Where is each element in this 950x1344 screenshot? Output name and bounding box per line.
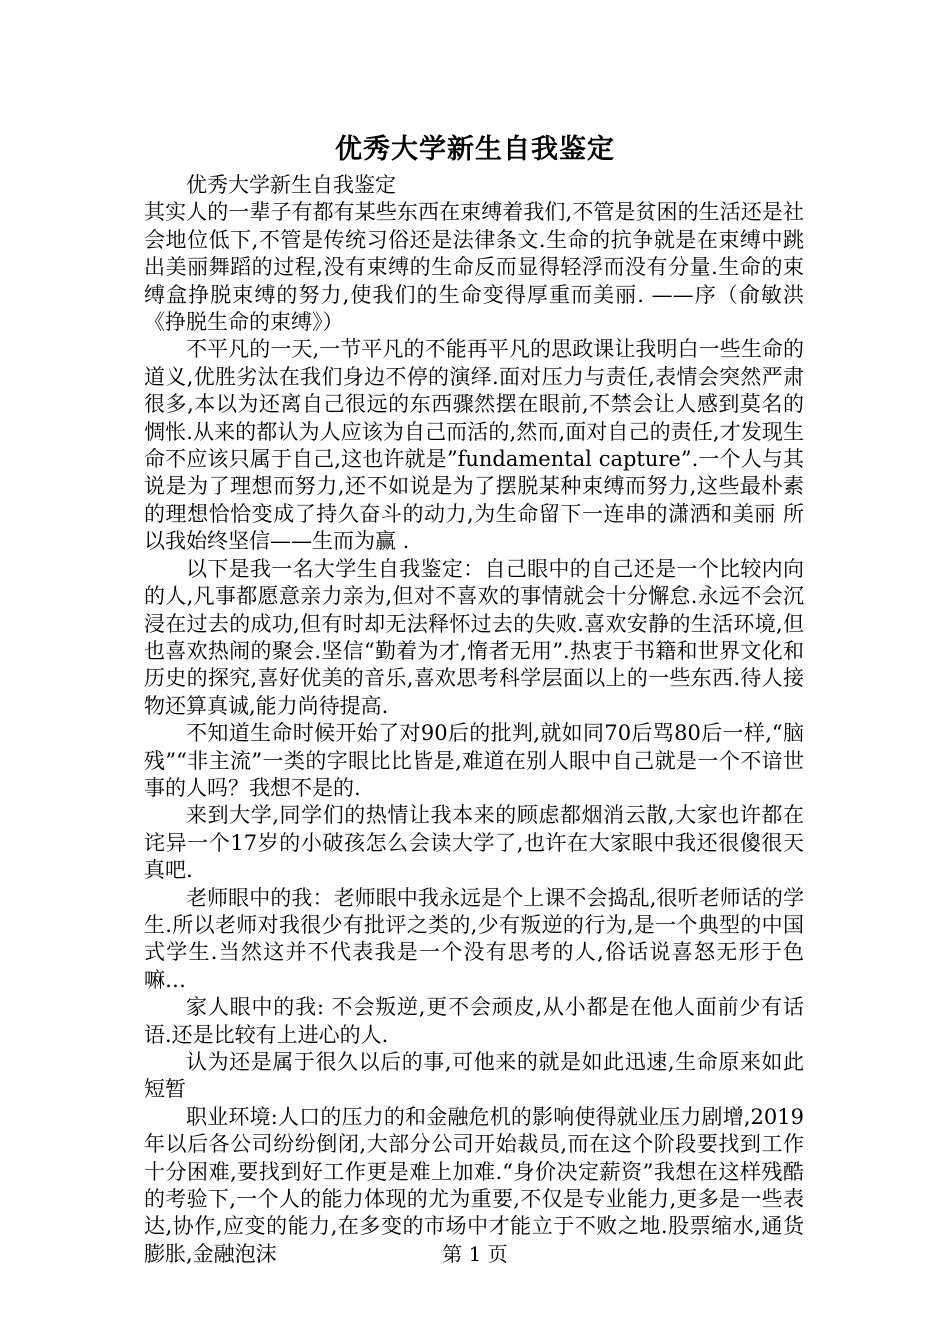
page-number: 第 1 页 xyxy=(442,1242,508,1266)
document-body xyxy=(144,172,804,1268)
paragraph: 不知道生命时候开始了对90后的批判,就如同70后骂80后一样,“脑残”“非主流”一类的字眼比比皆是,难道在别人眼中自己就是一个不谙世事的人吗？我想不是的. xyxy=(144,721,804,800)
paragraph: 家人眼中的我: 不会叛逆,更不会顽皮,从小都是在他人面前少有话语.还是比较有上进心的人. xyxy=(144,995,804,1047)
paragraph: 职业环境:人口的压力的和金融危机的影响使得就业压力剧增,2019年以后各公司纷纷倒闭,大部分公司开始裁员,而在这个阶段要找到工作十分困难,要找到好工作更是难上加难.“身价决定薪资”我想在这样残酷的考验下,一个人的能力体现的尤为重要,不仅是专业能力,更多是一些表达,协作,应变的能力,在多变的市场中才能立于不败之地.股票缩水,通货膨胀,金融泡沫 xyxy=(144,1104,804,1266)
paragraph-preface: 其实人的一辈子有都有某些东西在束缚着我们,不管是贫困的生活还是社会地位低下,不管是传统习俗还是法律条文.生命的抗争就是在束缚中跳出美丽舞蹈的过程,没有束缚的生命反而显得轻浮而没有分量.生命的束缚盒挣脱束缚的努力,使我们的生命变得厚重而美丽. ——序（俞敏洪《挣脱生命的束缚》） xyxy=(144,200,804,335)
paragraph-subtitle: 优秀大学新生自我鉴定 xyxy=(186,173,396,197)
paragraph: 老师眼中的我：老师眼中我永远是个上课不会捣乱,很听老师话的学生.所以老师对我很少有批评之类的,少有叛逆的行为,是一个典型的中国式学生.当然这并不代表我是一个没有思考的人,俗话说喜怒无形于色嘛… xyxy=(144,885,804,992)
document-title: 优秀大学新生自我鉴定 xyxy=(335,134,615,165)
paragraph: 认为还是属于很久以后的事,可他来的就是如此迅速,生命原来如此短暂 xyxy=(144,1050,804,1102)
paragraph: 以下是我一名大学生自我鉴定：自己眼中的自己还是一个比较内向的人,凡事都愿意亲力亲为,但对不喜欢的事情就会十分懈怠.永远不会沉浸在过去的成功,但有时却无法释怀过去的失败.喜欢安静的生活环境,但也喜欢热闹的聚会.坚信“勤着为才,惰者无用”.热衷于书籍和世界文化和历史的探究,喜好优美的音乐,喜欢思考科学层面以上的一些东西.待人接物还算真诚,能力尚待提高. xyxy=(144,556,804,718)
paragraph: 不平凡的一天,一节平凡的不能再平凡的思政课让我明白一些生命的道义,优胜劣汰在我们身边不停的演绎.面对压力与责任,表情会突然严肃很多,本以为还离自己很远的东西骤然摆在眼前,不禁会让人感到莫名的惆怅.从来的都认为人应该为自己而活的,然而,面对自己的责任,才发现生命不应该只属于自己,这也许就是”fundamental capture”.一个人与其说是为了理想而努力,还不如说是为了摆脱某种束缚而努力,这些最朴素的理想恰恰变成了持久奋斗的动力,为生命留下一连串的潇洒和美丽 所以我始终坚信——生而为赢 . xyxy=(144,337,804,554)
paragraph: 来到大学,同学们的热情让我本来的顾虑都烟消云散,大家也许都在诧异一个17岁的小破孩怎么会读大学了,也许在大家眼中我还很傻很天真吧. xyxy=(144,803,804,883)
